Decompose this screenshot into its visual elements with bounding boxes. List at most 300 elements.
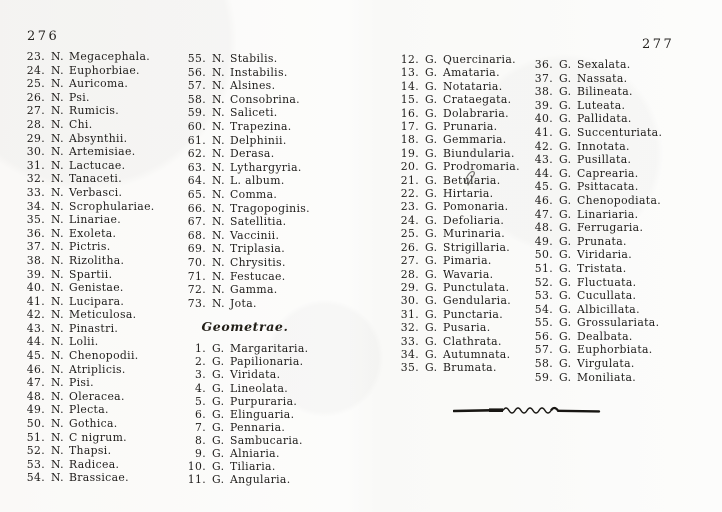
genus-abbreviation: G. <box>425 146 438 160</box>
item-number: 47. <box>534 207 553 221</box>
species-list-item <box>20 50 180 64</box>
species-name: Genistae. <box>69 281 124 295</box>
species-name: Gemmaria. <box>443 133 507 147</box>
species-name: Lactucae. <box>69 158 126 172</box>
genus-abbreviation: G. <box>559 370 572 384</box>
species-list-item <box>528 153 703 167</box>
species-list-item <box>20 363 180 377</box>
species-list-item <box>181 147 345 161</box>
item-number: 57. <box>187 79 206 93</box>
genus-abbreviation: G. <box>425 160 438 174</box>
item-number: 36. <box>534 58 553 71</box>
genus-abbreviation: G. <box>212 342 225 356</box>
species-name: Prunata. <box>577 234 627 248</box>
species-name: Tristata. <box>577 261 627 275</box>
genus-abbreviation: G. <box>425 106 438 120</box>
species-name: Pimaria. <box>443 254 492 268</box>
noctuae-list-column-2 <box>181 52 345 310</box>
genus-abbreviation: G. <box>425 93 438 107</box>
item-number: 35. <box>26 213 45 227</box>
genus-abbreviation: N. <box>212 133 225 147</box>
species-list-item <box>20 444 180 458</box>
genus-abbreviation: N. <box>212 147 225 161</box>
genus-abbreviation: N. <box>212 106 225 120</box>
species-list-item <box>181 79 345 93</box>
genus-abbreviation: N. <box>51 63 64 77</box>
item-number: 21. <box>400 173 419 187</box>
species-name: Pusaria. <box>443 321 491 335</box>
item-number: 40. <box>26 281 45 295</box>
species-name: Betularia. <box>443 173 501 187</box>
species-list-item <box>20 417 180 431</box>
item-number: 62. <box>187 147 206 161</box>
species-list-item <box>528 126 703 140</box>
species-list-item <box>20 159 180 173</box>
species-name: Satellitia. <box>230 215 287 229</box>
genus-abbreviation: N. <box>212 119 225 133</box>
species-name: L. album. <box>230 174 285 188</box>
species-name: Auricoma. <box>69 77 129 91</box>
species-list-item <box>528 357 703 371</box>
species-name: C nigrum. <box>69 430 127 444</box>
species-name: Meticulosa. <box>69 308 137 322</box>
genus-abbreviation: G. <box>559 85 572 99</box>
species-name: Euphorbiata. <box>577 343 653 357</box>
species-name: Alsines. <box>230 79 276 93</box>
genus-abbreviation: G. <box>425 267 438 281</box>
species-list-item <box>528 72 703 86</box>
genus-abbreviation: N. <box>51 172 64 186</box>
item-number: 8. <box>194 433 206 447</box>
genus-abbreviation: N. <box>212 92 225 106</box>
item-number: 50. <box>26 417 45 431</box>
species-name: Dolabraria. <box>443 106 509 120</box>
item-number: 40. <box>534 112 553 126</box>
genus-abbreviation: G. <box>559 275 572 289</box>
genus-abbreviation: N. <box>51 90 64 104</box>
genus-abbreviation: N. <box>51 294 64 308</box>
genus-abbreviation: G. <box>425 334 438 348</box>
item-number: 1. <box>194 342 206 356</box>
genus-abbreviation: N. <box>51 185 64 199</box>
species-list-item <box>181 215 345 229</box>
item-number: 69. <box>187 242 206 256</box>
item-number: 60. <box>187 119 206 133</box>
item-number: 38. <box>534 85 553 99</box>
genus-abbreviation: G. <box>212 420 225 434</box>
species-name: Punctaria. <box>443 307 503 321</box>
item-number: 73. <box>187 296 206 310</box>
genus-abbreviation: G. <box>559 139 572 153</box>
left-page-column-2 <box>181 52 345 486</box>
item-number: 33. <box>400 334 419 348</box>
species-name: Exoleta. <box>69 226 117 240</box>
species-name: Lineolata. <box>230 381 289 395</box>
item-number: 63. <box>187 160 206 174</box>
item-number: 56. <box>534 329 553 343</box>
genus-abbreviation: N. <box>51 389 64 403</box>
species-name: Biundularia. <box>443 146 515 160</box>
item-number: 46. <box>534 193 553 207</box>
species-name: Consobrina. <box>230 92 300 106</box>
genus-abbreviation: N. <box>51 104 64 118</box>
item-number: 34. <box>26 199 45 213</box>
species-name: Linariae. <box>69 213 122 227</box>
species-list-item <box>181 408 345 421</box>
species-name: Triplasia. <box>230 242 285 256</box>
species-name: Lucipara. <box>69 294 125 308</box>
species-list-item <box>20 227 180 241</box>
item-number: 68. <box>187 228 206 242</box>
genus-abbreviation: G. <box>559 316 572 330</box>
species-name: Chrysitis. <box>230 255 286 269</box>
species-list-item <box>181 382 345 395</box>
genus-abbreviation: G. <box>559 58 572 71</box>
item-number: 57. <box>534 343 553 357</box>
item-number: 29. <box>400 280 419 294</box>
species-name: Viridata. <box>230 368 281 382</box>
species-name: Radicea. <box>69 457 120 471</box>
item-number: 45. <box>534 180 553 194</box>
genus-abbreviation: G. <box>425 200 438 214</box>
species-name: Dealbata. <box>577 329 633 343</box>
page-number-left: 276 <box>27 29 60 44</box>
species-list-item <box>528 58 703 72</box>
species-name: Ferrugaria. <box>577 221 644 235</box>
species-list-item <box>528 330 703 344</box>
item-number: 26. <box>26 90 45 104</box>
species-list-item <box>181 229 345 243</box>
species-list-item <box>528 303 703 317</box>
item-number: 49. <box>26 403 45 417</box>
item-number: 41. <box>26 294 45 308</box>
species-name: Derasa. <box>230 147 275 161</box>
section-heading-geometrae: Geometrae. <box>201 319 289 335</box>
genus-abbreviation: N. <box>212 228 225 242</box>
species-list-item <box>20 91 180 105</box>
species-name: Alniaria. <box>230 447 280 461</box>
genus-abbreviation: G. <box>559 234 572 248</box>
genus-abbreviation: N. <box>51 131 64 145</box>
genus-abbreviation: G. <box>559 329 572 343</box>
item-number: 59. <box>187 106 206 120</box>
species-list-item <box>20 118 180 132</box>
genus-abbreviation: G. <box>559 193 572 207</box>
genus-abbreviation: N. <box>51 321 64 335</box>
species-name: Angularia. <box>230 473 291 487</box>
noctuae-list-column-1 <box>20 50 180 485</box>
species-name: Chenopodiata. <box>577 193 662 207</box>
item-number: 36. <box>26 226 45 240</box>
genus-abbreviation: G. <box>559 180 572 194</box>
species-name: Jota. <box>230 296 257 310</box>
genus-abbreviation: N. <box>51 158 64 172</box>
species-list-item <box>181 202 345 216</box>
species-name: Comma. <box>230 187 278 201</box>
item-number: 65. <box>187 187 206 201</box>
item-number: 32. <box>26 172 45 186</box>
species-name: Linariaria. <box>577 207 639 221</box>
species-list-item <box>20 349 180 363</box>
species-name: Elinguaria. <box>230 407 295 421</box>
item-number: 50. <box>534 248 553 262</box>
species-name: Grossulariata. <box>577 316 660 330</box>
species-name: Wavaria. <box>443 267 494 281</box>
species-list-item <box>181 270 345 284</box>
genus-abbreviation: G. <box>559 289 572 303</box>
species-name: Rizolitha. <box>69 253 125 267</box>
item-number: 25. <box>400 227 419 241</box>
species-name: Scrophulariae. <box>69 199 155 213</box>
item-number: 52. <box>26 444 45 458</box>
species-name: Tanaceti. <box>69 172 123 186</box>
species-name: Rumicis. <box>69 104 120 118</box>
species-list-item <box>20 335 180 349</box>
species-name: Caprearia. <box>577 166 639 180</box>
genus-abbreviation: N. <box>212 79 225 93</box>
species-name: Prunaria. <box>443 120 498 134</box>
item-number: 27. <box>26 104 45 118</box>
species-list-item <box>20 458 180 472</box>
item-number: 31. <box>400 307 419 321</box>
genus-abbreviation: G. <box>212 368 225 382</box>
species-list-item <box>20 145 180 159</box>
item-number: 10. <box>187 460 206 474</box>
genus-abbreviation: G. <box>425 79 438 93</box>
handwritten-mark <box>462 168 478 186</box>
species-name: Saliceti. <box>230 106 278 120</box>
genus-abbreviation: G. <box>425 347 438 361</box>
species-name: Strigillaria. <box>443 240 511 254</box>
species-list-item <box>20 240 180 254</box>
species-list-item <box>181 106 345 120</box>
genus-abbreviation: N. <box>51 50 64 63</box>
item-number: 45. <box>26 349 45 363</box>
species-list-item <box>181 395 345 408</box>
species-list-item <box>181 368 345 381</box>
species-name: Delphinii. <box>230 133 287 147</box>
item-number: 72. <box>187 283 206 297</box>
species-list-item <box>181 297 345 311</box>
item-number: 28. <box>400 267 419 281</box>
item-number: 58. <box>187 92 206 106</box>
species-list-item <box>20 471 180 485</box>
item-number: 56. <box>187 65 206 79</box>
item-number: 27. <box>400 254 419 268</box>
species-name: Instabilis. <box>230 65 288 79</box>
item-number: 28. <box>26 117 45 131</box>
genus-abbreviation: G. <box>425 133 438 147</box>
species-list-item <box>181 256 345 270</box>
species-name: Autumnata. <box>443 347 511 361</box>
species-list-item <box>528 316 703 330</box>
item-number: 70. <box>187 255 206 269</box>
genus-abbreviation: G. <box>425 120 438 134</box>
genus-abbreviation: N. <box>51 335 64 349</box>
genus-abbreviation: G. <box>212 460 225 474</box>
species-name: Succenturiata. <box>577 125 663 139</box>
item-number: 4. <box>194 381 206 395</box>
species-name: Verbasci. <box>69 185 123 199</box>
species-name: Artemisiae. <box>69 145 136 159</box>
species-name: Bilineata. <box>577 85 633 99</box>
item-number: 24. <box>400 213 419 227</box>
species-list-item <box>528 289 703 303</box>
item-number: 17. <box>400 120 419 134</box>
species-name: Chi. <box>69 117 93 131</box>
species-name: Chenopodii. <box>69 349 139 363</box>
genus-abbreviation: N. <box>51 417 64 431</box>
species-name: Trapezina. <box>230 119 292 133</box>
species-name: Murinaria. <box>443 227 505 241</box>
item-number: 18. <box>400 133 419 147</box>
species-name: Gamma. <box>230 283 278 297</box>
species-name: Euphorbiae. <box>69 63 140 77</box>
genus-abbreviation: G. <box>212 381 225 395</box>
species-list-item <box>20 132 180 146</box>
species-name: Innotata. <box>577 139 630 153</box>
species-name: Lolii. <box>69 335 99 349</box>
genus-abbreviation: G. <box>559 207 572 221</box>
genus-abbreviation: N. <box>212 174 225 188</box>
item-number: 33. <box>26 185 45 199</box>
species-name: Albicillata. <box>577 302 640 316</box>
genus-abbreviation: N. <box>51 349 64 363</box>
species-list-item <box>181 242 345 256</box>
item-number: 11. <box>187 473 206 487</box>
species-name: Megacephala. <box>69 50 151 63</box>
species-name: Purpuraria. <box>230 394 298 408</box>
item-number: 34. <box>400 347 419 361</box>
genus-abbreviation: N. <box>51 430 64 444</box>
item-number: 59. <box>534 370 553 384</box>
item-number: 53. <box>534 289 553 303</box>
item-number: 61. <box>187 133 206 147</box>
item-number: 30. <box>400 294 419 308</box>
species-name: Brassicae. <box>69 471 129 485</box>
species-list-item <box>20 322 180 336</box>
species-name: Sambucaria. <box>230 433 303 447</box>
species-name: Psittacata. <box>577 180 639 194</box>
item-number: 23. <box>400 200 419 214</box>
species-list-item <box>181 188 345 202</box>
genus-abbreviation: G. <box>425 240 438 254</box>
genus-abbreviation: G. <box>425 361 438 375</box>
genus-abbreviation: G. <box>425 173 438 187</box>
genus-abbreviation: N. <box>51 471 64 485</box>
genus-abbreviation: G. <box>559 302 572 316</box>
item-number: 24. <box>26 63 45 77</box>
species-name: Crataegata. <box>443 93 512 107</box>
species-list-item <box>20 254 180 268</box>
species-name: Gothica. <box>69 417 118 431</box>
item-number: 43. <box>26 321 45 335</box>
genus-abbreviation: N. <box>51 308 64 322</box>
item-number: 48. <box>534 221 553 235</box>
genus-abbreviation: N. <box>51 226 64 240</box>
item-number: 39. <box>534 98 553 112</box>
genus-abbreviation: N. <box>51 213 64 227</box>
species-name: Brumata. <box>443 361 497 375</box>
genus-abbreviation: N. <box>51 362 64 376</box>
species-list-item <box>181 342 345 355</box>
item-number: 54. <box>26 471 45 485</box>
genus-abbreviation: G. <box>425 227 438 241</box>
genus-abbreviation: N. <box>51 457 64 471</box>
species-name: Quercinaria. <box>443 53 516 66</box>
species-name: Spartii. <box>69 267 113 281</box>
item-number: 53. <box>26 457 45 471</box>
species-list-item <box>181 93 345 107</box>
genus-abbreviation: N. <box>212 255 225 269</box>
genus-abbreviation: G. <box>425 307 438 321</box>
species-name: Festucae. <box>230 269 286 283</box>
species-name: Pusillata. <box>577 153 632 167</box>
item-number: 7. <box>194 420 206 434</box>
genus-abbreviation: N. <box>212 52 225 65</box>
species-list-item <box>528 221 703 235</box>
item-number: 44. <box>534 166 553 180</box>
species-name: Fluctuata. <box>577 275 637 289</box>
item-number: 41. <box>534 125 553 139</box>
species-name: Lythargyria. <box>230 160 302 174</box>
species-name: Moniliata. <box>577 370 637 384</box>
item-number: 22. <box>400 187 419 201</box>
item-number: 44. <box>26 335 45 349</box>
geometrae-list-column-2 <box>528 58 703 384</box>
species-list-item <box>528 235 703 249</box>
species-list-item <box>20 268 180 282</box>
page-number-right: 277 <box>642 37 675 52</box>
item-number: 39. <box>26 267 45 281</box>
genus-abbreviation: N. <box>212 201 225 215</box>
item-number: 32. <box>400 321 419 335</box>
genus-abbreviation: N. <box>212 160 225 174</box>
species-name: Pallidata. <box>577 112 632 126</box>
genus-abbreviation: G. <box>212 473 225 487</box>
species-list-item <box>528 262 703 276</box>
species-list-item <box>528 343 703 357</box>
item-number: 71. <box>187 269 206 283</box>
genus-abbreviation: G. <box>559 125 572 139</box>
item-number: 51. <box>534 261 553 275</box>
species-list-item <box>20 403 180 417</box>
species-list-item <box>528 248 703 262</box>
species-name: Nassata. <box>577 71 628 85</box>
species-list-item <box>181 66 345 80</box>
species-list-item <box>20 390 180 404</box>
genus-abbreviation: N. <box>51 240 64 254</box>
item-number: 14. <box>400 79 419 93</box>
item-number: 23. <box>26 50 45 63</box>
species-name: Atriplicis. <box>69 362 126 376</box>
species-list-item <box>20 295 180 309</box>
item-number: 30. <box>26 145 45 159</box>
species-name: Notataria. <box>443 79 503 93</box>
genus-abbreviation: N. <box>212 242 225 256</box>
item-number: 29. <box>26 131 45 145</box>
item-number: 55. <box>187 52 206 65</box>
species-list-item <box>181 434 345 447</box>
item-number: 47. <box>26 376 45 390</box>
species-list-item <box>20 200 180 214</box>
species-list-item <box>528 276 703 290</box>
item-number: 20. <box>400 160 419 174</box>
genus-abbreviation: N. <box>212 283 225 297</box>
species-list-item <box>20 77 180 91</box>
genus-abbreviation: G. <box>212 394 225 408</box>
species-list-item <box>528 371 703 385</box>
